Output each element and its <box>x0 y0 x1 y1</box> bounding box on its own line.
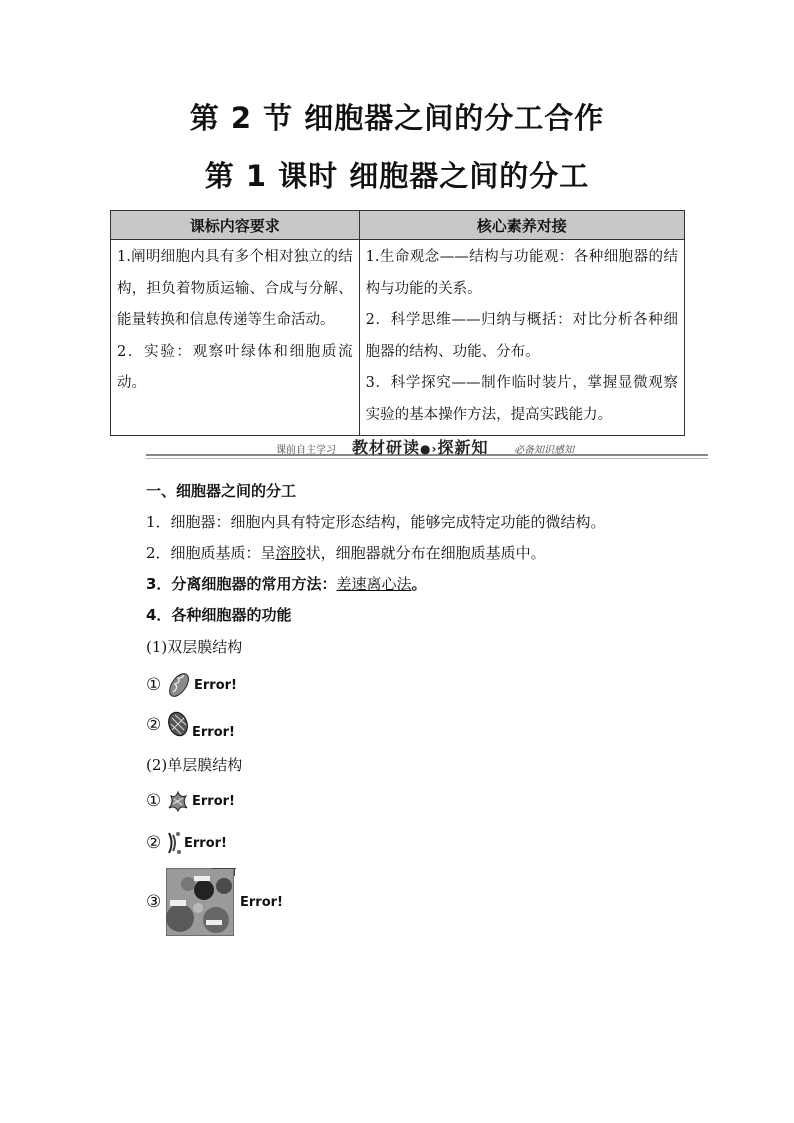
lesson-title: 第 1 课时 细胞器之间的分工 <box>204 159 590 193</box>
chloroplast-icon <box>166 710 190 740</box>
list-item <box>146 788 235 814</box>
point-3-a: 3．分离细胞器的常用方法： <box>146 575 337 593</box>
standards-text: 1.阐明细胞内具有多个相对独立的结构，担负着物质运输、合成与分解、能量转换和信息传递等生命活动。 2．实验：观察叶绿体和细胞质流动。 <box>117 249 353 391</box>
callout-line <box>234 868 235 876</box>
table-header-literacy: 核心素养对接 <box>359 211 684 240</box>
banner-main-part2: 探新知 <box>437 438 489 457</box>
table-header-standards: 课标内容要求 <box>111 211 360 240</box>
mitochondrion-icon <box>166 670 192 700</box>
requirements-table <box>110 210 685 436</box>
item-number: ② <box>146 833 162 853</box>
single-membrane-label: (2)单层膜结构 <box>146 756 243 774</box>
error-text: Error! <box>240 894 283 910</box>
list-item <box>146 670 237 700</box>
item-number: ① <box>146 675 162 695</box>
error-text: Error! <box>192 793 235 809</box>
point-2-a: 2．细胞质基质：呈 <box>146 544 276 562</box>
table-header-row <box>111 211 685 240</box>
item-number: ② <box>146 715 162 735</box>
banner-divider-thin <box>146 458 708 459</box>
golgi-apparatus-icon <box>166 830 182 856</box>
item-number: ① <box>146 791 162 811</box>
list-item <box>146 868 283 936</box>
table-row <box>111 240 685 436</box>
error-text: Error! <box>194 677 237 693</box>
banner-left-label: 课前自主学习 <box>276 445 336 456</box>
standards-cell <box>111 240 360 436</box>
error-text: Error! <box>184 835 227 851</box>
point-3-c: 。 <box>411 575 427 593</box>
banner-main-part1: 教材研读 <box>352 438 421 457</box>
micrograph-image <box>166 868 234 936</box>
section-heading: 一、细胞器之间的分工 <box>146 482 297 500</box>
section-title: 第 2 节 细胞器之间的分工合作 <box>189 101 605 135</box>
point-2 <box>146 542 546 563</box>
list-item <box>146 710 235 740</box>
chevron-right-icon: ●› <box>420 442 438 456</box>
literacy-text: 1.生命观念——结构与功能观：各种细胞器的结构与功能的关系。 2．科学思维——归纳与概括：对比分析各种细胞器的结构、功能、分布。 3．科学探究——制作临时装片，掌握显微观察实验的基本操作方法，提高实践能力。 <box>365 249 678 423</box>
endoplasmic-reticulum-icon <box>166 788 190 814</box>
error-text: Error! <box>192 724 235 740</box>
point-4: 4．各种细胞器的功能 <box>146 606 292 624</box>
callout-line <box>212 868 236 869</box>
point-2-c: 状，细胞器就分布在细胞质基质中。 <box>305 544 546 562</box>
point-3 <box>146 573 426 594</box>
point-2-blank: 溶胶 <box>275 544 306 562</box>
banner-main-label <box>352 435 488 458</box>
banner-right-label: 必备知识感知 <box>514 445 574 456</box>
section-banner <box>146 434 708 460</box>
double-membrane-label: (1)双层膜结构 <box>146 638 243 656</box>
list-item <box>146 830 227 856</box>
item-number: ③ <box>146 892 162 912</box>
point-3-blank: 差速离心法 <box>336 575 412 593</box>
point-1: 1．细胞器：细胞内具有特定形态结构，能够完成特定功能的微结构。 <box>146 513 606 531</box>
literacy-cell <box>359 240 684 436</box>
